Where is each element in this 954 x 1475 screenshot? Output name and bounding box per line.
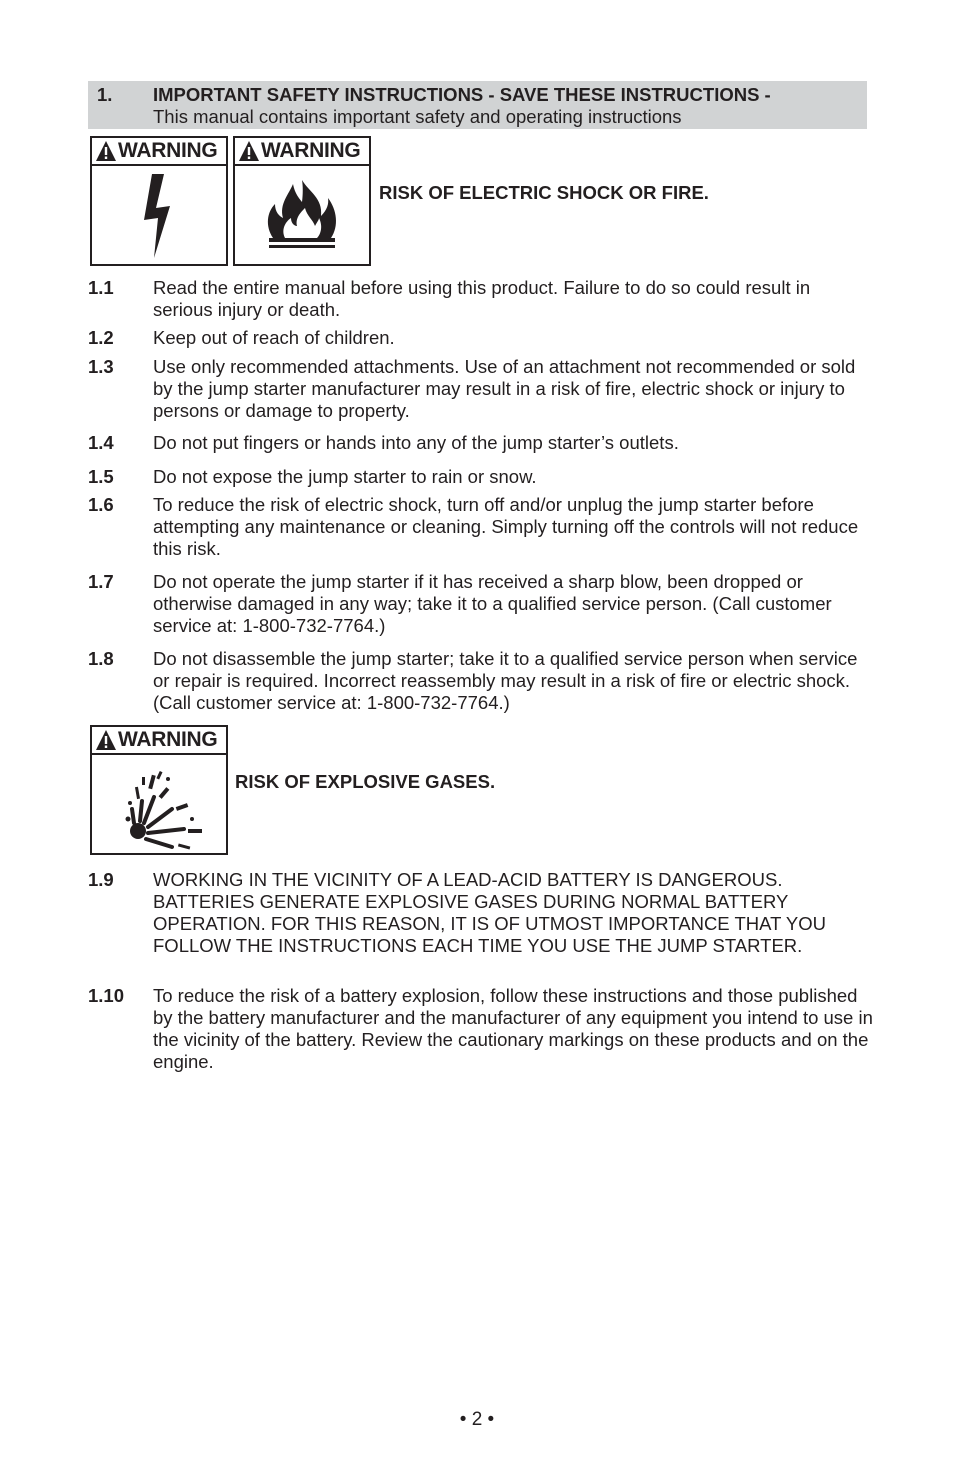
- item-number: 1.4: [88, 432, 114, 453]
- item-text: Do not operate the jump starter if it has received a sharp blow, been dropped or otherwise damaged in any way; take it to a qualified service person. (Call customer service at: 1-800-732-7764.): [153, 571, 832, 636]
- item-number: 1.3: [88, 356, 114, 377]
- explosion-icon: [92, 757, 226, 853]
- item-number: 1.8: [88, 648, 114, 669]
- item-text: Keep out of reach of children.: [153, 327, 395, 348]
- item-text: WORKING IN THE VICINITY OF A LEAD-ACID BATTERY IS DANGEROUS. BATTERIES GENERATE EXPLOSIVE GASES DURING NORMAL BATTERY OPERATION. FOR THIS REASON, IT IS OF UTMOST IMPORTANCE THAT YOU FOLLOW THE INSTRUCTIONS EACH TIME YOU USE THE JUMP STARTER.: [153, 869, 826, 956]
- warning-box-explosion: [90, 725, 228, 855]
- section-subtitle: This manual contains important safety and operating instructions: [153, 106, 682, 127]
- risk-shock-fire-text: RISK OF ELECTRIC SHOCK OR FIRE.: [379, 182, 709, 203]
- page-number: • 2 •: [459, 1409, 495, 1430]
- item-text: Read the entire manual before using this product. Failure to do so could result in serious injury or death.: [153, 277, 811, 320]
- warning-triangle-icon: [238, 140, 260, 162]
- item-text: Use only recommended attachments. Use of an attachment not recommended or sold by the jump starter manufacturer may result in a risk of fire, electric shock or injury to persons or damage to property.: [153, 356, 856, 421]
- item-number: 1.7: [88, 571, 114, 592]
- warning-triangle-icon: [95, 729, 117, 751]
- item-text: To reduce the risk of a battery explosion, follow these instructions and those published by the battery manufacturer and the manufacturer of any equipment you intend to use in the vicinity of the battery. Review the cautionary markings on these products and on the engine.: [153, 985, 873, 1072]
- warning-header: [92, 727, 226, 755]
- warning-header: [235, 138, 369, 166]
- item-text: To reduce the risk of electric shock, turn off and/or unplug the jump starter before attempting any maintenance or cleaning. Simply turning off the controls will not reduce this risk.: [153, 494, 859, 559]
- warning-label: WARNING: [261, 139, 361, 162]
- item-text: Do not expose the jump starter to rain or snow.: [153, 466, 537, 487]
- item-number: 1.9: [88, 869, 114, 890]
- warning-label: WARNING: [118, 728, 218, 751]
- section-title: IMPORTANT SAFETY INSTRUCTIONS - SAVE THESE INSTRUCTIONS -: [153, 84, 771, 105]
- electric-shock-icon: [92, 168, 226, 264]
- item-text: Do not put fingers or hands into any of the jump starter’s outlets.: [153, 432, 679, 453]
- warning-box-shock: [90, 136, 228, 266]
- item-number: 1.6: [88, 494, 114, 515]
- warning-label: WARNING: [118, 139, 218, 162]
- warning-header: [92, 138, 226, 166]
- item-number: 1.1: [88, 277, 114, 298]
- item-number: 1.5: [88, 466, 114, 487]
- item-number: 1.2: [88, 327, 114, 348]
- item-text: Do not disassemble the jump starter; take it to a qualified service person when service or repair is required. Incorrect reassembly may result in a risk of fire or electric shock. (Call customer service at: 1-800-732-7764.): [153, 648, 858, 713]
- warning-box-fire: [233, 136, 371, 266]
- section-header: [88, 81, 867, 129]
- risk-explosive-gases-text: RISK OF EXPLOSIVE GASES.: [235, 771, 496, 792]
- item-number: 1.10: [88, 985, 125, 1006]
- warning-triangle-icon: [95, 140, 117, 162]
- section-number: 1.: [97, 84, 113, 105]
- fire-icon: [235, 168, 369, 264]
